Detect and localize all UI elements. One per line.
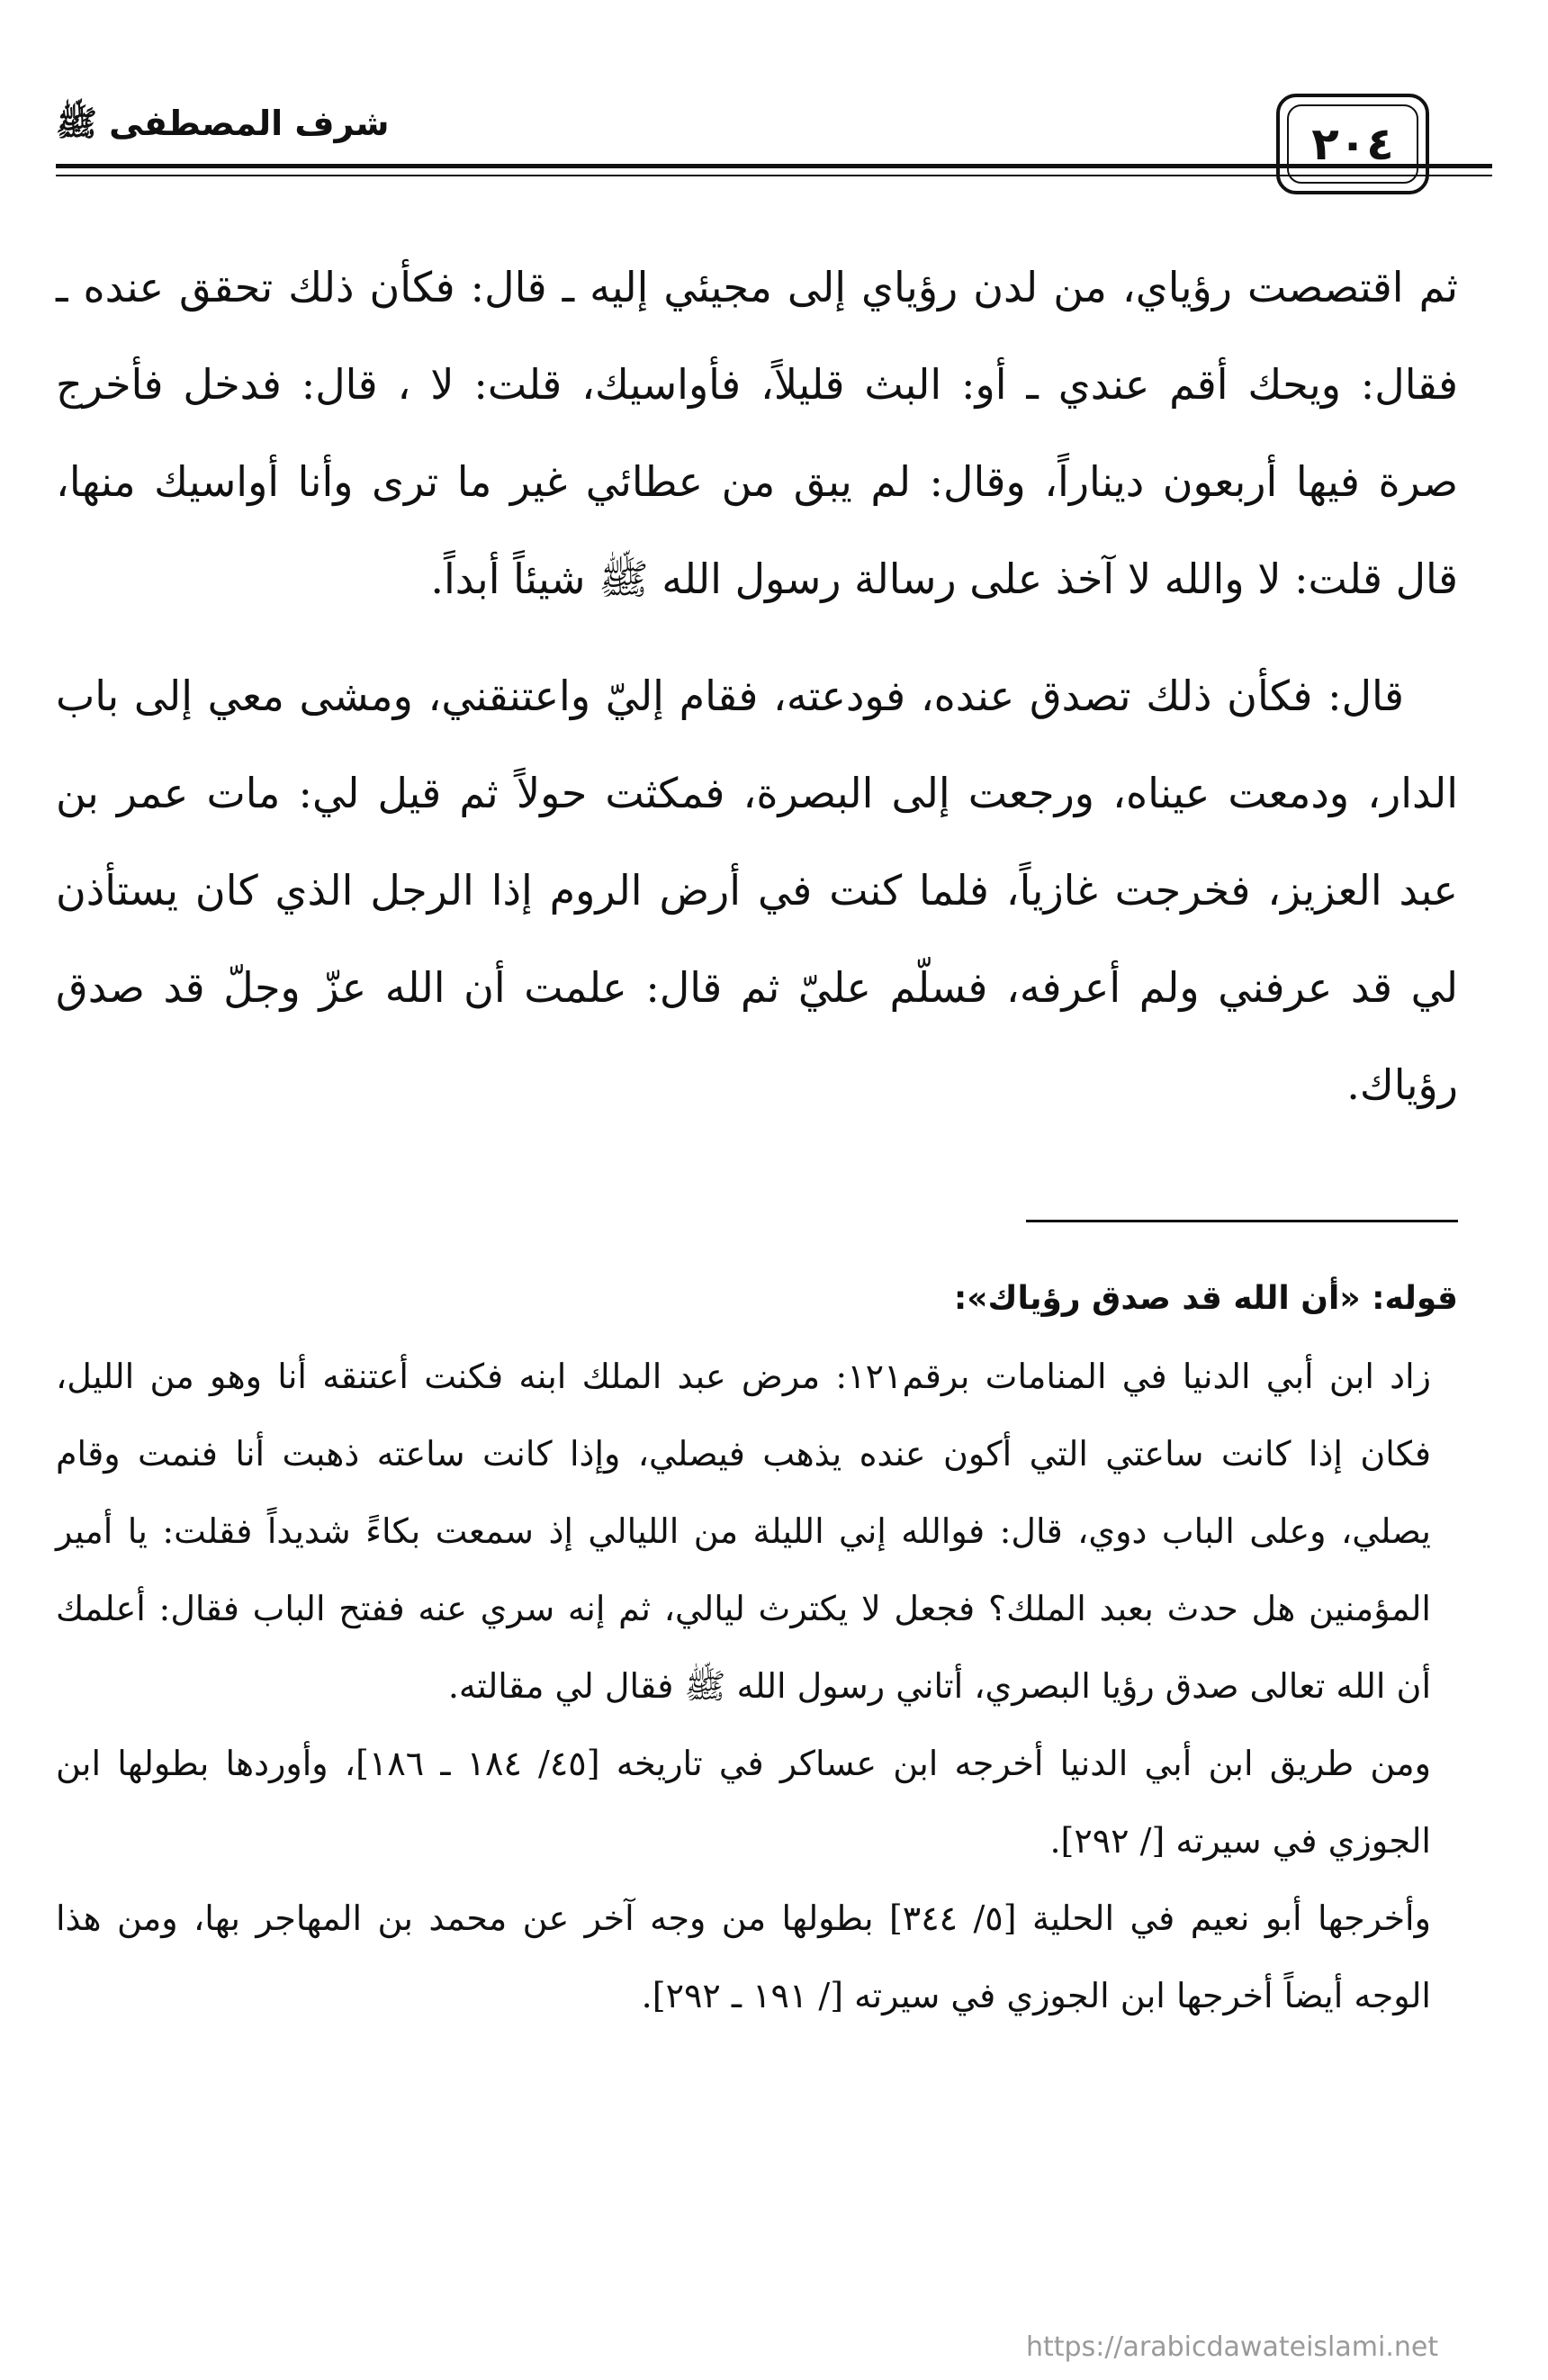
- footnote-separator: [1026, 1220, 1458, 1222]
- footnote-heading: قوله: «أن الله قد صدق رؤياك»:: [953, 1280, 1458, 1317]
- source-watermark: https://arabicdawateislami.net: [1026, 2331, 1439, 2363]
- page-number-frame: [1276, 94, 1429, 194]
- main-paragraph-2: قال: فكأن ذلك تصدق عنده، فودعته، فقام إليّ واعتنقني، ومشى معي إلى باب الدار، ودمعت عيناه، ورجعت إلى البصرة، فمكثت حولاً ثم قيل لي: مات عمر بن عبد العزيز، فخرجت غازياً، فلما كنت في أرض الروم إذا الرجل الذي كان يستأذن لي قد عرفني ولم أعرفه، فسلّم عليّ ثم قال: علمت أن الله عزّ وجلّ قد صدق رؤياك.: [56, 672, 1458, 1109]
- main-text: [56, 239, 1458, 1133]
- page-number: ٢٠٤: [1287, 104, 1418, 184]
- page-header: [56, 90, 1492, 216]
- book-title: شرف المصطفى ﷺ: [56, 104, 390, 143]
- footnote-block-1: زاد ابن أبي الدنيا في المنامات برقم١٢١: مرض عبد الملك ابنه فكنت أعتنقه أنا وهو من الليل، فكان إذا كانت ساعتي التي أكون عنده يذهب فيصلي، وإذا كانت ساعته ذهبت أنا فنمت وقام يصلي، وعلى الباب دوي، قال: فوالله إني الليلة من الليالي إذ سمعت بكاءً شديداً فقلت: يا أمير المؤمنين هل حدث بعبد الملك؟ فجعل لا يكترث ليالي، ثم إنه سري عنه ففتح الباب فقال: أعلمك أن الله تعالى صدق رؤيا البصري، أتاني رسول الله ﷺ فقال لي مقالته.: [56, 1357, 1431, 1706]
- footnote-block-2: ومن طريق ابن أبي الدنيا أخرجه ابن عساكر في تاريخه [٤٥/ ١٨٤ ـ ١٨٦]، وأوردها بطولها ابن الجوزي في سيرته [/ ٢٩٢].: [56, 1744, 1432, 1861]
- footnote-block-3: وأخرجها أبو نعيم في الحلية [٥/ ٣٤٤] بطولها من وجه آخر عن محمد بن المهاجر بها، ومن هذا الوجه أيضاً أخرجها ابن الجوزي في سيرته [/ ١٩١ ـ ٢٩٢].: [56, 1898, 1431, 2015]
- footnotes: [56, 1260, 1458, 2034]
- main-paragraph-1: ثم اقتصصت رؤياي، من لدن رؤياي إلى مجيئي إليه ـ قال: فكأن ذلك تحقق عنده ـ فقال: ويحك أقم عندي ـ أو: البث قليلاً، فأواسيك، قلت: لا ، قال: فدخل فأخرج صرة فيها أربعون ديناراً، وقال: لم يبق من عطائي غير ما ترى وأنا أواسيك منها، قال قلت: لا والله لا آخذ على رسالة رسول الله ﷺ شيئاً أبداً.: [56, 263, 1459, 603]
